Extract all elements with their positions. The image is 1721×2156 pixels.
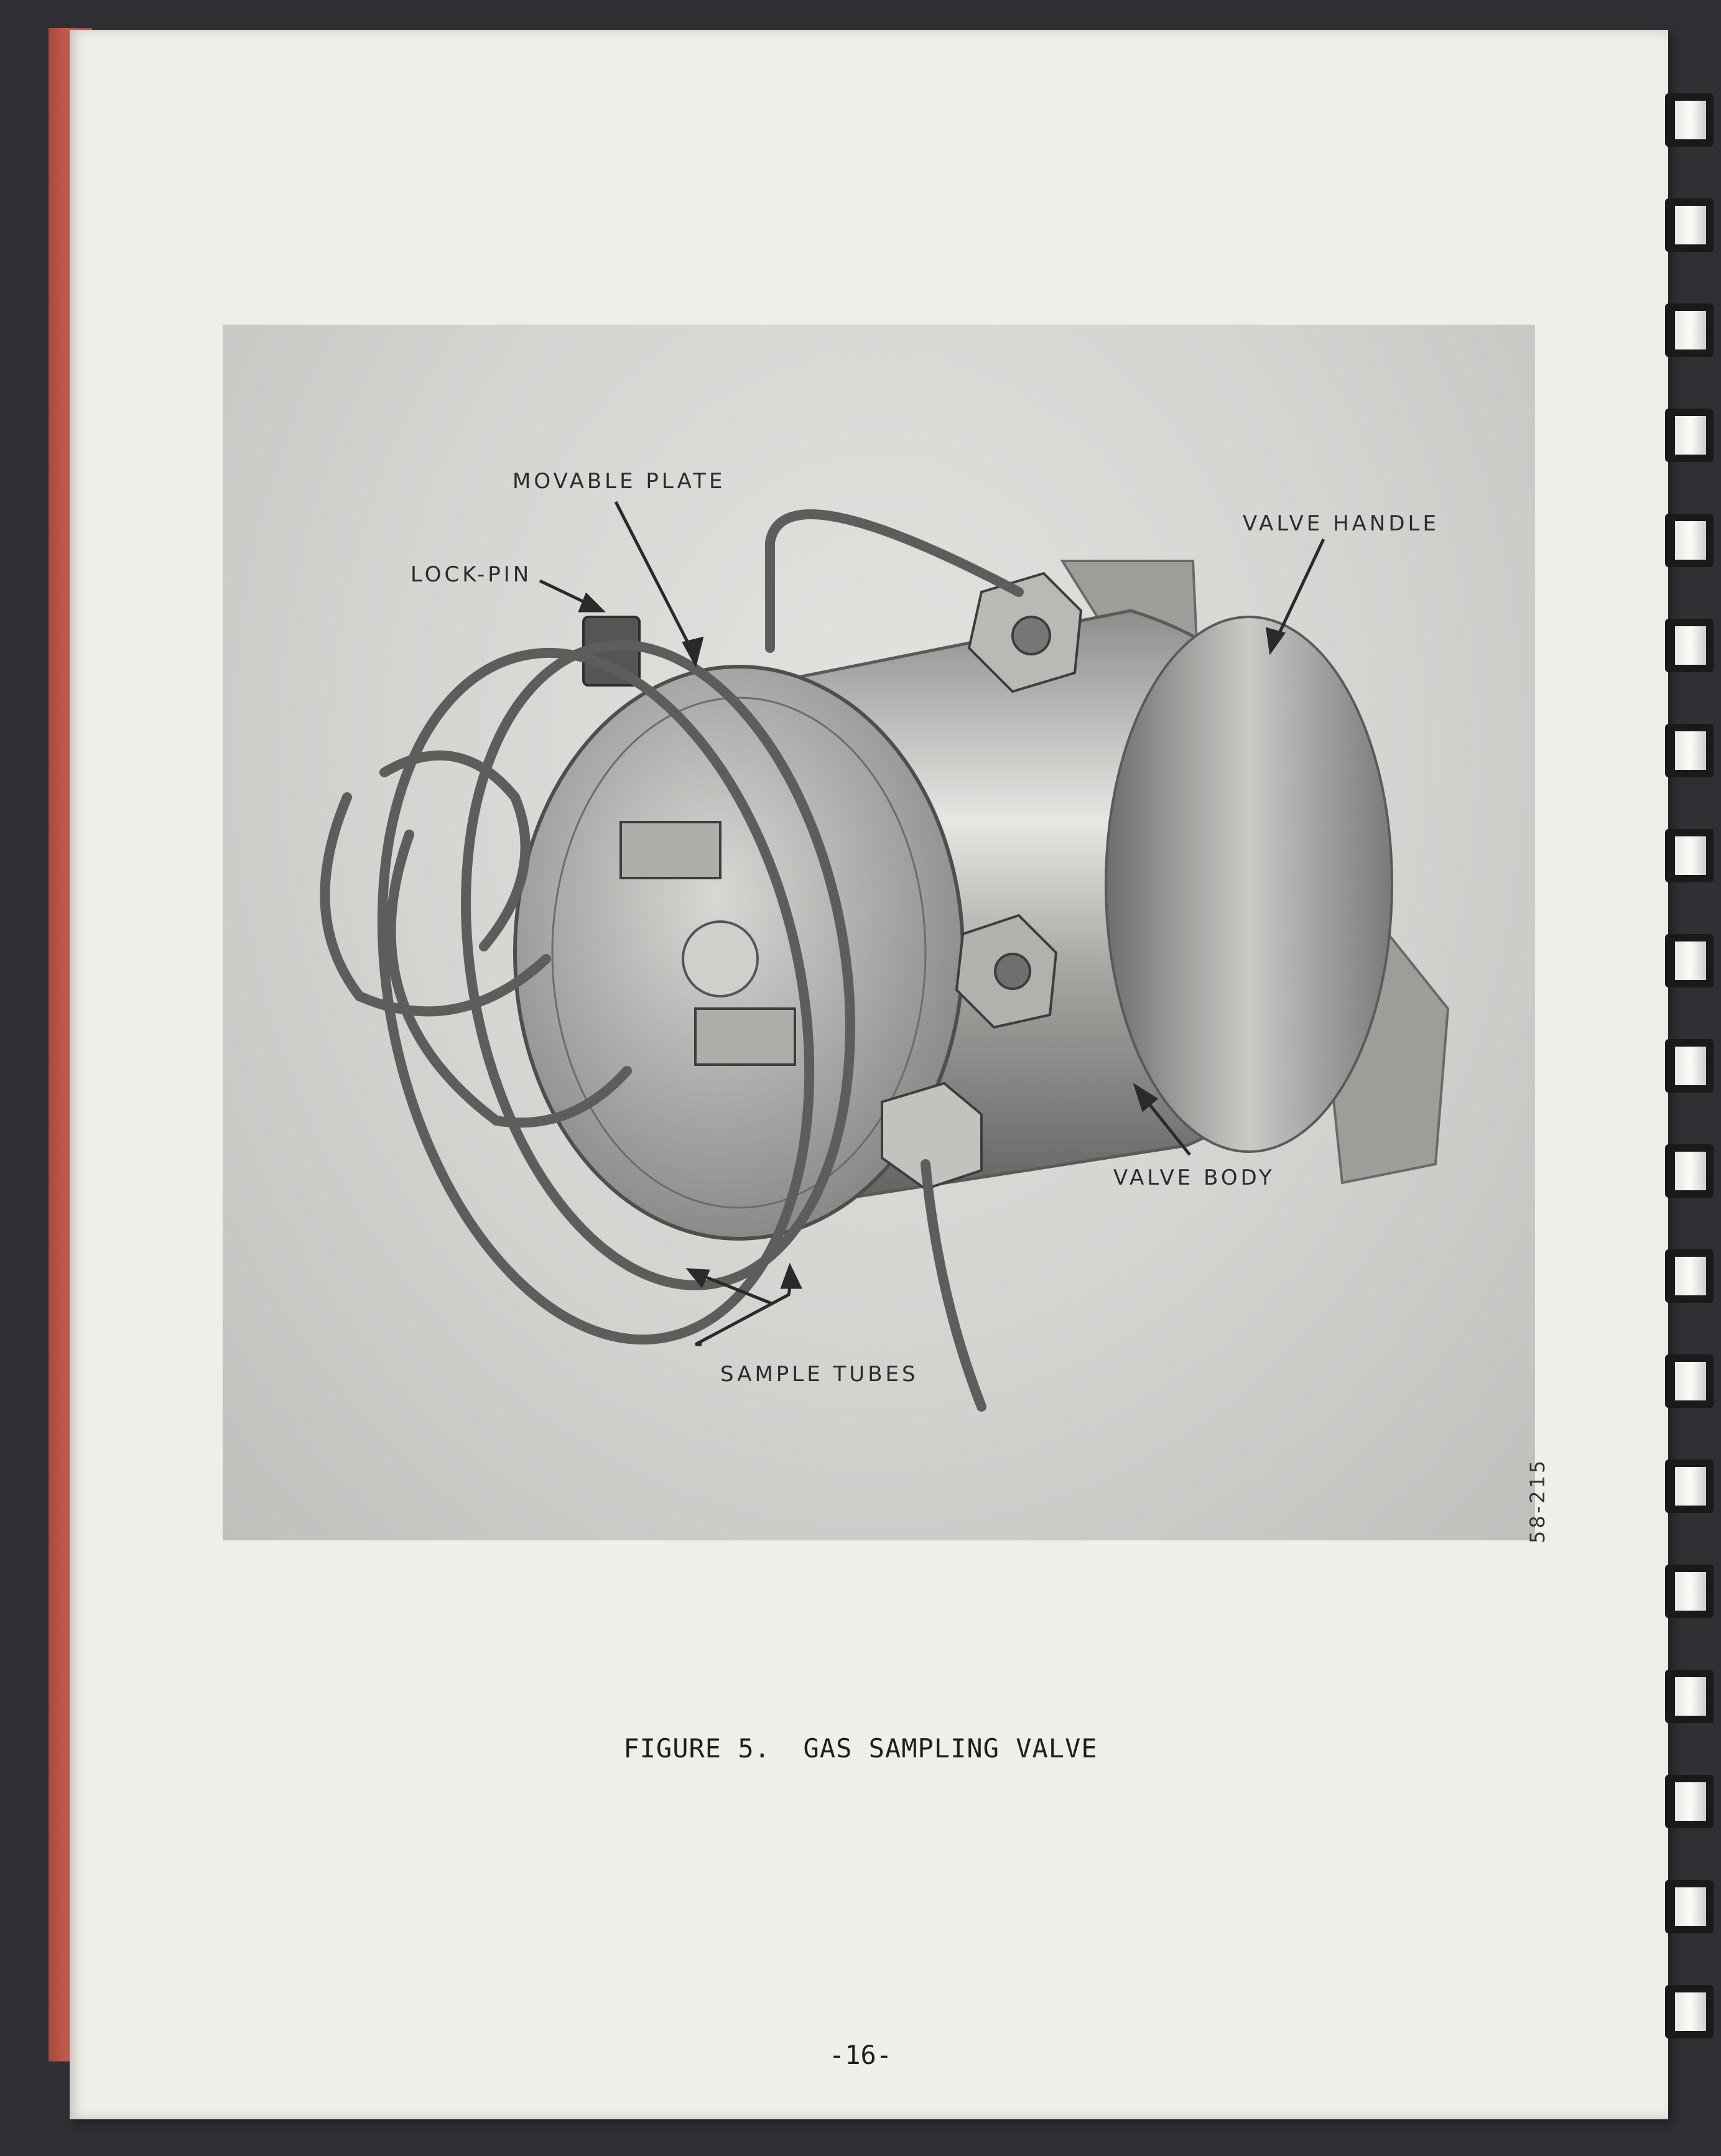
- binding-ring: [1665, 409, 1714, 462]
- binding-ring: [1665, 303, 1714, 357]
- binding-ring: [1665, 1039, 1714, 1093]
- spiral-binding: [1646, 0, 1721, 2156]
- binding-ring: [1665, 1775, 1714, 1828]
- photo-reference-code: 58-215: [1526, 1458, 1549, 1543]
- handle-end-shape: [1106, 617, 1392, 1152]
- binding-ring: [1665, 829, 1714, 882]
- figure-caption: FIGURE 5. GAS SAMPLING VALVE: [623, 1733, 1098, 1764]
- binding-ring: [1665, 1670, 1714, 1723]
- callout-valve-body: VALVE BODY: [1113, 1165, 1275, 1190]
- binding-ring: [1665, 198, 1714, 252]
- binding-ring: [1665, 514, 1714, 567]
- callout-valve-handle: VALVE HANDLE: [1243, 511, 1439, 536]
- gas-sampling-valve-photo: [223, 325, 1549, 1543]
- callout-lock-pin: LOCK-PIN: [411, 562, 532, 587]
- binding-ring: [1665, 1460, 1714, 1513]
- binding-ring: [1665, 1880, 1714, 1933]
- binding-ring: [1665, 1354, 1714, 1408]
- callout-movable-plate: MOVABLE PLATE: [513, 469, 726, 494]
- binding-ring: [1665, 1144, 1714, 1198]
- binding-ring: [1665, 1565, 1714, 1618]
- page-number: -16-: [828, 2040, 893, 2070]
- binding-ring: [1665, 619, 1714, 672]
- binding-ring: [1665, 934, 1714, 988]
- callout-sample-tubes: SAMPLE TUBES: [720, 1362, 919, 1387]
- binding-ring: [1665, 1249, 1714, 1303]
- binding-ring: [1665, 724, 1714, 777]
- binding-ring: [1665, 93, 1714, 147]
- binding-ring: [1665, 1985, 1714, 2038]
- valve-illustration: [223, 325, 1535, 1540]
